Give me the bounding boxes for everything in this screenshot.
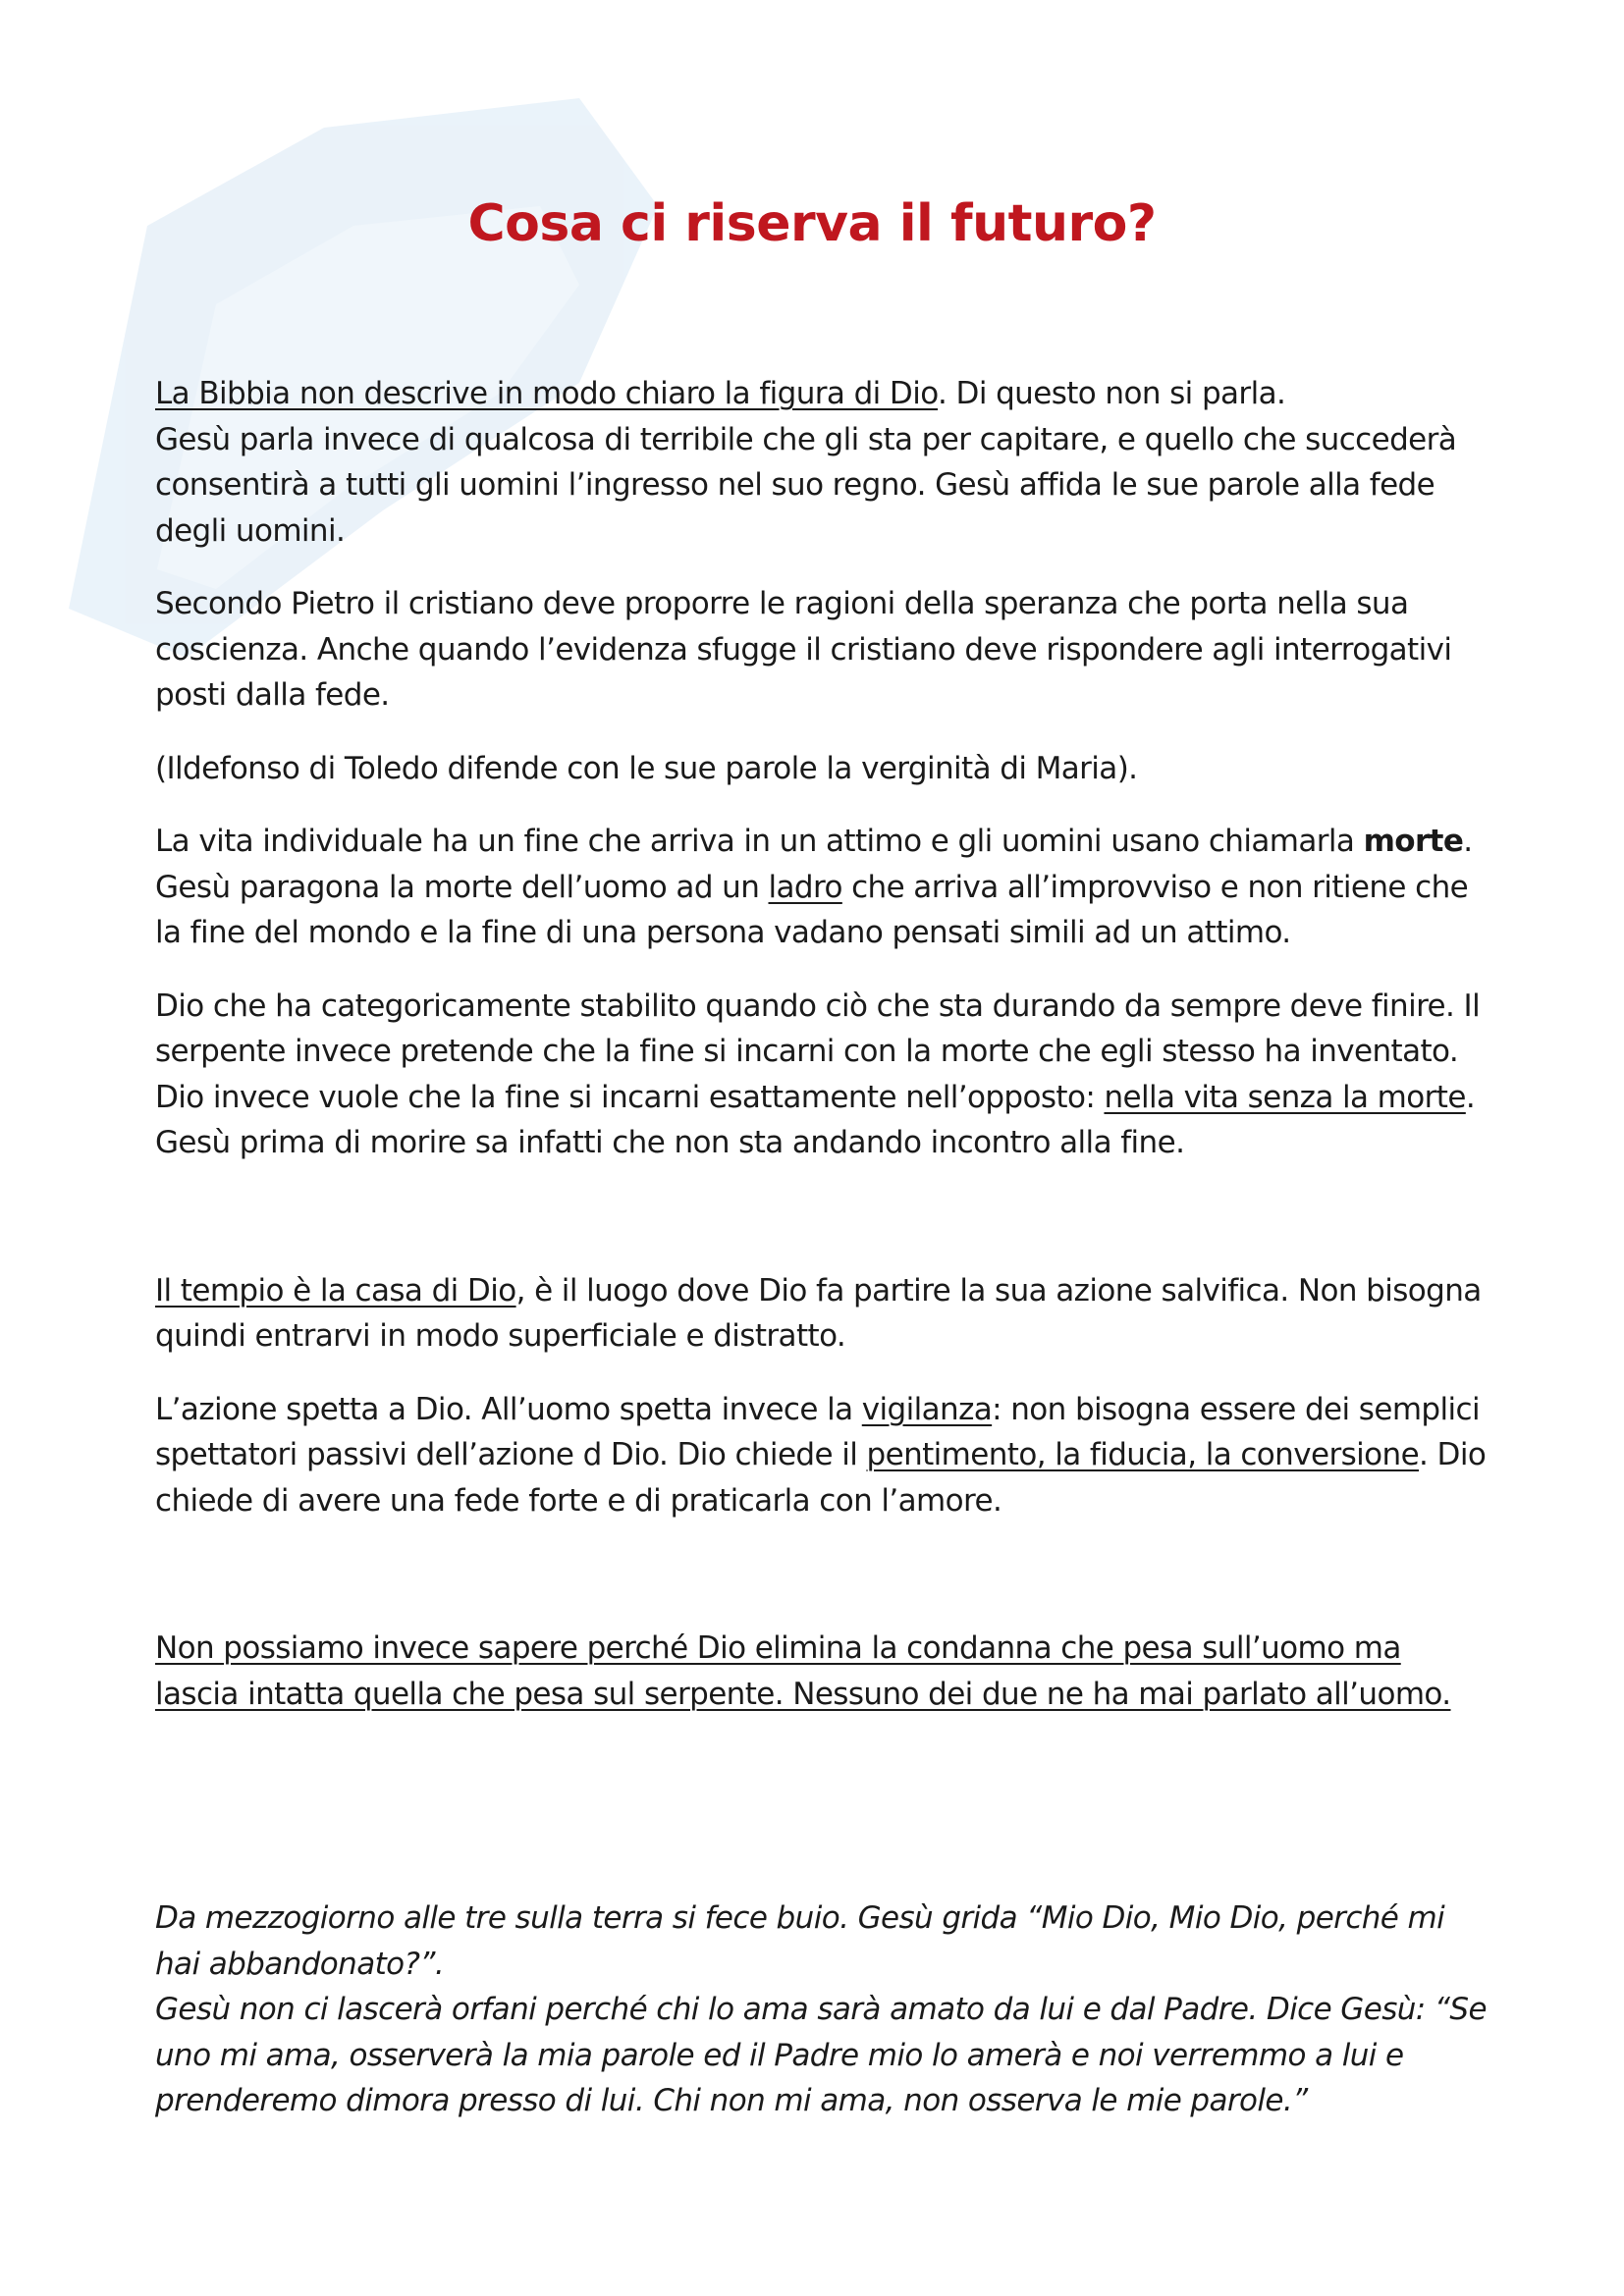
- text-run: L’azione spetta a Dio. All’uomo spetta invece la: [155, 1391, 862, 1427]
- paragraph-gesu-regno: Gesù parla invece di qualcosa di terribile che gli sta per capitare, e quello che succederà consentirà a tutti gli uomini l’ingresso nel suo regno. Gesù affida le sue parole alla fede degli uomini.: [155, 421, 1457, 549]
- underlined-phrase: La Bibbia non descrive in modo chiaro la figura di Dio: [155, 376, 939, 411]
- paragraph-condanna: Non possiamo invece sapere perché Dio elimina la condanna che pesa sull’uomo ma lascia intatta quella che pesa sul serpente. Nessuno dei due ne ha mai parlato all’uomo.: [155, 1630, 1451, 1712]
- paragraph-bibbia: [155, 371, 1490, 417]
- paragraph-tempio: [155, 1268, 1490, 1360]
- paragraph-vigilanza: [155, 1387, 1490, 1524]
- text-run: Dio che ha categoricamente stabilito quando ciò che sta durando da sempre deve finire. Il serpente invece pretende che la fine si incarni con la morte che egli stesso ha inventato. Dio invece vuole che la fine si incarni esattamente nell’opposto:: [155, 988, 1481, 1115]
- paragraph-pietro: Secondo Pietro il cristiano deve proporre le ragioni della speranza che porta nella sua coscienza. Anche quando l’evidenza sfugge il cristiano deve rispondere agli interrogativi posti dalla fede.: [155, 586, 1452, 713]
- document-body: [155, 371, 1490, 2124]
- paragraph-gesu-fine: Gesù prima di morire sa infatti che non sta andando incontro alla fine.: [155, 1125, 1185, 1160]
- paragraph-ladro: [155, 865, 1490, 956]
- text-run: .: [1463, 824, 1473, 859]
- underlined-phrase: nella vita senza la morte: [1104, 1079, 1466, 1115]
- underlined-phrase: pentimento, la fiducia, la conversione: [866, 1437, 1420, 1472]
- text-run: Gesù paragona la morte dell’uomo ad un: [155, 869, 769, 905]
- quote-abbandonato: Da mezzogiorno alle tre sulla terra si fece buio. Gesù grida “Mio Dio, Mio Dio, perché mi hai abbandonato?”.: [155, 1900, 1445, 1982]
- paragraph-serpente: [155, 984, 1490, 1121]
- text-run: , è il luogo dove Dio fa partire la sua azione salvifica. Non bisogna quindi entrarvi in modo superficiale e distratto.: [155, 1272, 1482, 1354]
- bold-word: morte: [1363, 824, 1464, 859]
- underlined-phrase: ladro: [768, 869, 842, 905]
- text-run: che arriva all’improvviso e non ritiene che la fine del mondo e la fine di una persona vadano pensati simili ad un attimo.: [155, 869, 1469, 950]
- text-run: . Di questo non si parla.: [938, 376, 1286, 411]
- underlined-phrase: vigilanza: [861, 1391, 993, 1427]
- underlined-phrase: Il tempio è la casa di Dio: [155, 1272, 516, 1308]
- text-run: .: [1465, 1079, 1476, 1115]
- paragraph-ildefonso: (Ildefonso di Toledo difende con le sue parole la verginità di Maria).: [155, 750, 1138, 786]
- quote-orfani: Gesù non ci lascerà orfani perché chi lo ama sarà amato da lui e dal Padre. Dice Gesù: “Se uno mi ama, osserverà la mia parole ed il Padre mio lo amerà e noi verremmo a lui e prenderemo dimora presso di lui. Chi non mi ama, non osserva le mie parole.”: [155, 1992, 1487, 2118]
- text-run: : non bisogna essere dei semplici spettatori passivi dell’azione d Dio. Dio chiede il: [155, 1391, 1480, 1472]
- paragraph-morte: [155, 819, 1490, 865]
- text-run: La vita individuale ha un fine che arriva in un attimo e gli uomini usano chiamarla: [155, 824, 1364, 859]
- page-title: Cosa ci riserva il futuro?: [467, 194, 1157, 253]
- text-run: . Dio chiede di avere una fede forte e di praticarla con l’amore.: [155, 1437, 1487, 1519]
